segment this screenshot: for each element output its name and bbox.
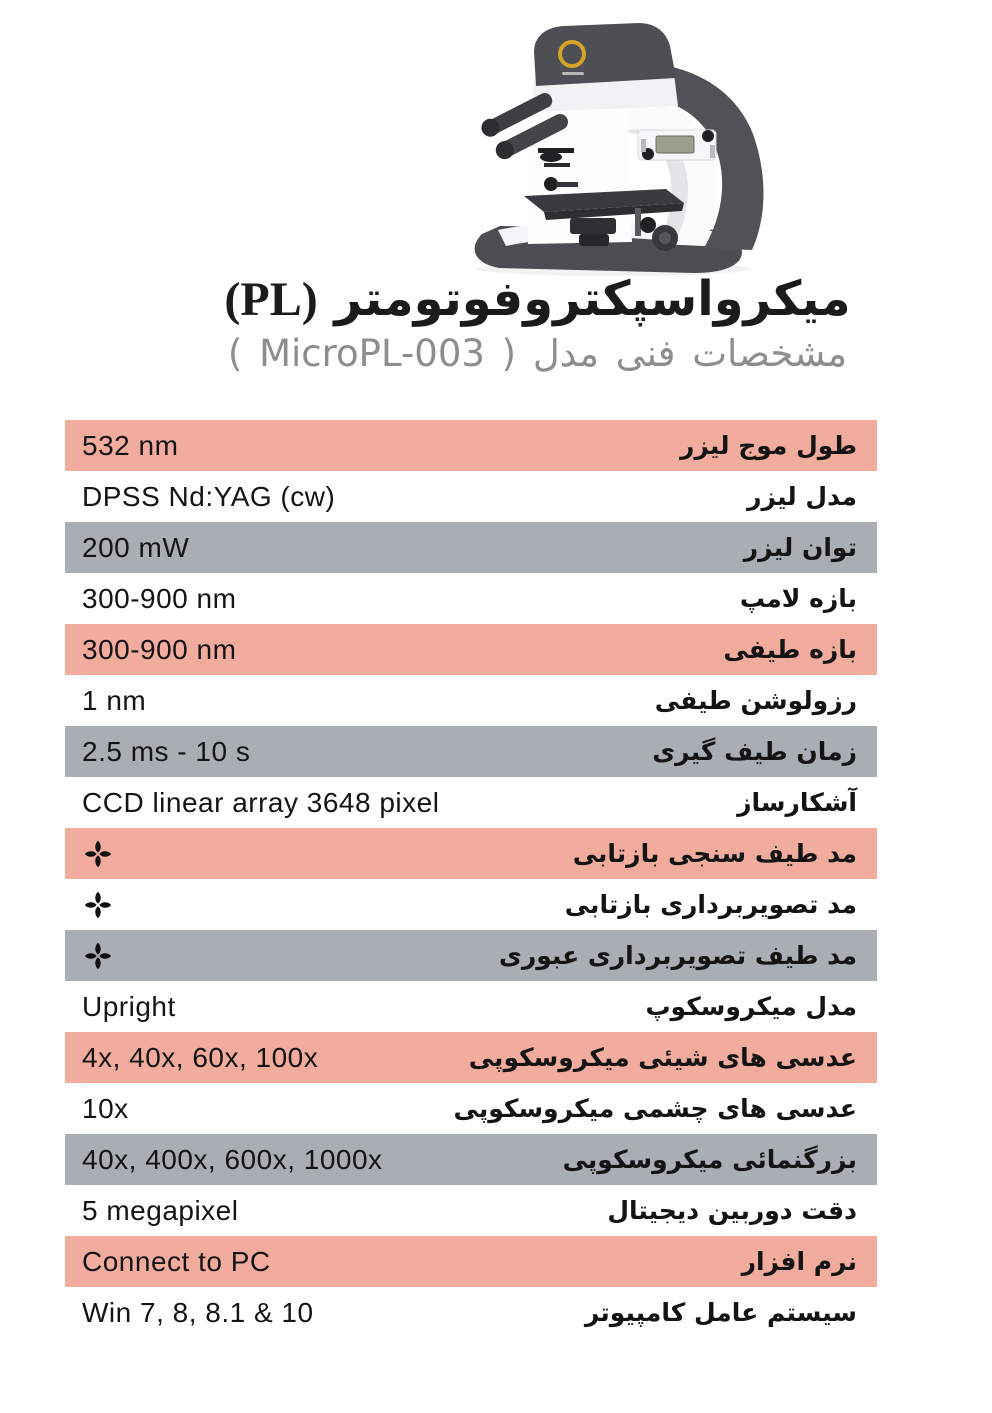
- spec-value: 1 nm: [82, 684, 147, 716]
- lcd-panel: [638, 130, 716, 160]
- spec-value: CCD linear array 3648 pixel: [82, 786, 440, 818]
- spec-label: عدسی های چشمی میکروسکوپی: [453, 1094, 857, 1123]
- spec-row: [65, 981, 877, 1032]
- spec-row: [65, 726, 877, 777]
- spec-value: 40x, 400x, 600x, 1000x: [82, 1143, 383, 1175]
- spec-row: [65, 1287, 877, 1338]
- spec-row: [65, 930, 877, 981]
- spec-label: بزرگنمائی میکروسکوپی: [562, 1145, 857, 1174]
- spec-value-cell: [65, 1042, 318, 1074]
- spec-row: [65, 1083, 877, 1134]
- spec-label: بازه لامپ: [739, 584, 857, 613]
- spec-value-cell: [65, 1144, 383, 1176]
- spec-value: 532 nm: [82, 429, 179, 461]
- spec-table: [65, 420, 877, 1338]
- spec-value-cell: [65, 481, 335, 513]
- spec-value: 5 megapixel: [82, 1194, 239, 1226]
- spec-value-cell: [65, 1195, 238, 1227]
- spec-label: طول موج لیزر: [679, 431, 857, 460]
- spec-label: مد طیف سنجی بازتابی: [572, 839, 857, 868]
- spec-value-cell: [65, 1297, 314, 1329]
- spec-label: بازه طیفی: [723, 635, 857, 664]
- spec-row: [65, 1134, 877, 1185]
- spec-value-cell: [65, 430, 178, 462]
- spec-value-cell: [65, 532, 189, 564]
- page-title-en: (PL): [224, 273, 318, 326]
- spec-row: [65, 879, 877, 930]
- title-block: [80, 270, 992, 377]
- spec-value-cell: [65, 939, 114, 973]
- spec-value: Upright: [82, 990, 176, 1022]
- page-title: [80, 270, 992, 329]
- spec-value: DPSS Nd:YAG (cw): [82, 480, 336, 512]
- spec-row: [65, 471, 877, 522]
- spec-row: [65, 1185, 877, 1236]
- spec-value: 2.5 ms - 10 s: [82, 735, 251, 767]
- spec-value: 4x, 40x, 60x, 100x: [82, 1041, 319, 1073]
- spec-row: [65, 675, 877, 726]
- page-subtitle: مشخصات فنی مدل ( MicroPL-003 ): [227, 332, 848, 375]
- spec-value-cell: [65, 888, 114, 922]
- spec-label: توان لیزر: [743, 533, 857, 562]
- spec-value-cell: [65, 1246, 271, 1278]
- microscope-illustration: [452, 12, 782, 277]
- spec-value-cell: [65, 1093, 129, 1125]
- spec-value: Win 7, 8, 8.1 & 10: [82, 1296, 314, 1328]
- spec-row: [65, 777, 877, 828]
- spec-value: 200 mW: [82, 531, 190, 563]
- spec-value: 300-900 nm: [82, 582, 237, 614]
- spec-label: مدل لیزر: [747, 482, 857, 511]
- spec-label: نرم افزار: [741, 1247, 857, 1276]
- four-petal-check-icon: [82, 939, 114, 973]
- spec-row: [65, 1032, 877, 1083]
- spec-value: Connect to PC: [82, 1245, 271, 1277]
- spec-label: دقت دوربین دیجیتال: [607, 1196, 857, 1225]
- spec-row: [65, 420, 877, 471]
- spec-label: سیستم عامل کامپیوتر: [584, 1298, 857, 1327]
- spec-row: [65, 624, 877, 675]
- spec-value-cell: [65, 634, 236, 666]
- spec-label: عدسی های شیئی میکروسکوپی: [468, 1043, 857, 1072]
- spec-value-cell: [65, 685, 146, 717]
- spec-value: 300-900 nm: [82, 633, 237, 665]
- page-title-fa: میکرواسپکتروفوتومتر: [334, 271, 851, 327]
- microscope-head: [534, 23, 676, 86]
- spec-value-cell: [65, 787, 439, 819]
- brand-wordmark: [562, 72, 584, 75]
- spec-row: [65, 573, 877, 624]
- spec-label: مدل میکروسکوپ: [645, 992, 857, 1021]
- spec-label: مد طیف تصویربرداری عبوری: [498, 941, 857, 970]
- spec-label: آشکارساز: [737, 788, 857, 817]
- spec-value-cell: [65, 583, 236, 615]
- spec-value-cell: [65, 991, 176, 1023]
- spec-value-cell: [65, 736, 250, 768]
- four-petal-check-icon: [82, 888, 114, 922]
- spec-row: [65, 828, 877, 879]
- four-petal-check-icon: [82, 837, 114, 871]
- spec-label: زمان طیف گیری: [652, 737, 857, 766]
- spec-label: رزولوشن طیفی: [654, 686, 857, 715]
- spec-value-cell: [65, 837, 114, 871]
- spec-value: 10x: [82, 1092, 129, 1124]
- spec-label: مد تصویربرداری بازتابی: [564, 890, 857, 919]
- focus-knob: [652, 225, 678, 251]
- spec-row: [65, 1236, 877, 1287]
- spec-row: [65, 522, 877, 573]
